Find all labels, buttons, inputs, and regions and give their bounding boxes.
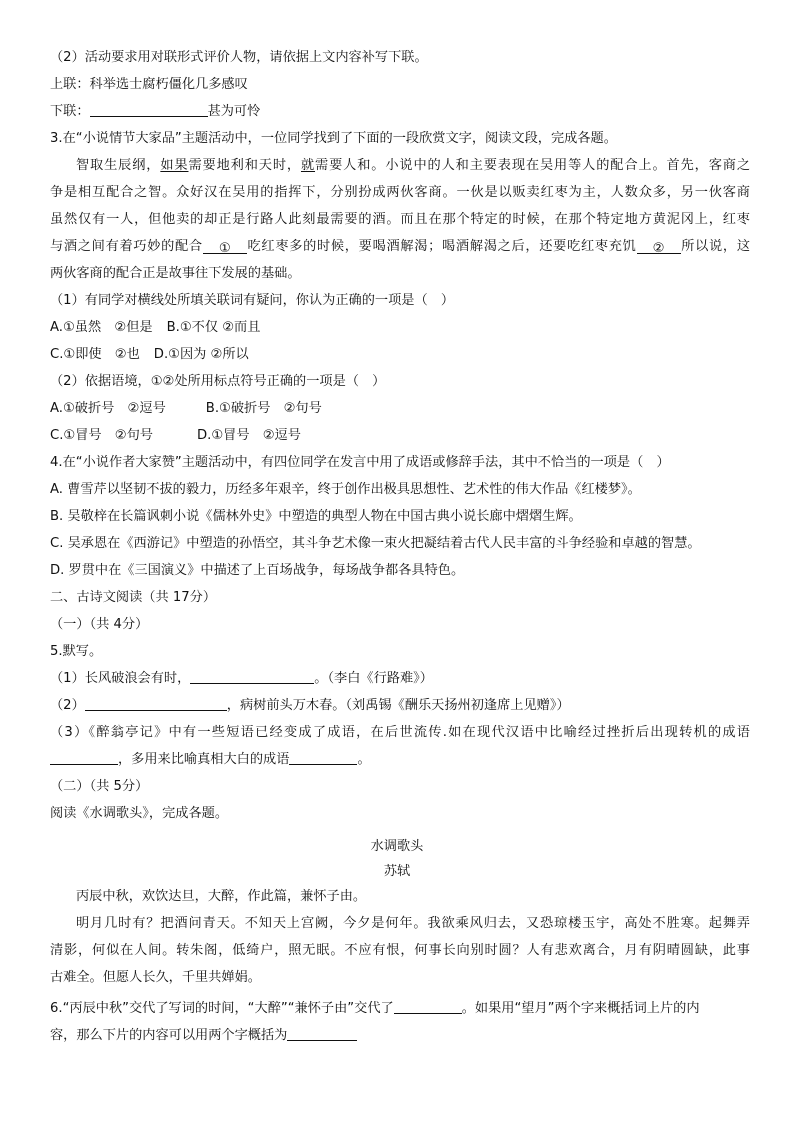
answer-blank[interactable] (394, 999, 462, 1014)
passage-line-2: 争是相互配合之智。众好汉在吴用的指挥下，分别扮成两伙客商。一伙是以贩卖红枣为主，人数众多，另一伙客商 (50, 185, 750, 200)
poem-line-3: 古难全。但愿人长久，千里共婵娟。 (50, 970, 261, 985)
passage-line-4: 与酒之间有着巧妙的配合 ① 吃红枣多的时候，要喝酒解渴；喝酒解渴之后，还要吃红枣充饥 ② 所以说，这 (50, 239, 751, 256)
q3-2-options-ab (50, 399, 750, 419)
passage-line-1: 智取生辰纲，如果需要地利和天时，就需要人和。小说中的人和主要表现在吴用等人的配合上。首先，客商之 (76, 158, 751, 173)
reading-instruction: 阅读《水调歌头》，完成各题。 (50, 806, 229, 821)
q5-item-2: （2） ，病树前头万木春。（刘禹锡《酬乐天扬州初逢席上见赠》） (50, 698, 570, 713)
q3-1-options-cd (50, 345, 750, 365)
option-d[interactable]: D.①冒号 ②逗号 (196, 428, 301, 443)
q2-prompt: （2）活动要求用对联形式评价人物，请依据上文内容补写下联。 (50, 50, 428, 65)
answer-blank[interactable] (289, 750, 357, 765)
blank-2[interactable]: ② (637, 239, 681, 254)
couplet-upper: 上联：科举选士腐朽僵化几多感叹 (50, 77, 248, 92)
q5-item-3-line-2: ，多用来比喻真相大白的成语 。 (50, 750, 750, 770)
answer-blank[interactable] (85, 696, 227, 711)
q4-option-c[interactable]: C. 吴承恩在《西游记》中塑造的孙悟空，其斗争艺术像一束火把凝结着古代人民丰富的斗争经验和卓越的智慧。 (50, 536, 701, 551)
poem-author: 苏轼 (383, 864, 411, 879)
subsection-2: （二）（共 5分） (50, 779, 149, 794)
blank-1[interactable]: ① (203, 239, 247, 254)
option-b[interactable]: B.①不仅 ②而且 (166, 320, 261, 335)
option-d[interactable]: D.①因为 ②所以 (153, 347, 249, 362)
q4-option-b[interactable]: B. 吴敬梓在长篇讽刺小说《儒林外史》中塑造的典型人物在中国古典小说长廊中熠熠生辉。 (50, 509, 582, 524)
q3-2-prompt: （2）依据语境，①②处所用标点符号正确的一项是（ ） (50, 374, 386, 389)
q5-item-3-line-1: （3）《醉翁亭记》中有一些短语已经变成了成语，在后世流传.如在现代汉语中比喻经过挫折后出现转机的成语 (50, 725, 750, 740)
passage-line-5: 两伙客商的配合正是故事往下发展的基础。 (50, 266, 301, 281)
q3-1-prompt: （1）有同学对横线处所填关联词有疑问，你认为正确的一项是（ ） (50, 293, 455, 308)
couplet-lower: 下联： 甚为可怜 (50, 104, 261, 119)
answer-blank[interactable] (90, 102, 208, 117)
q3-2-options-cd (50, 426, 750, 446)
question-6-line-2: 容，那么下片的内容可以用两个字概括为 (50, 1026, 750, 1046)
answer-blank[interactable] (190, 669, 314, 684)
subsection-1: （一）（共 4分） (50, 617, 149, 632)
question-4: 4.在“小说作者大家赞”主题活动中，有四位同学在发言中用了成语或修辞手法，其中不恰当的一项是（ ） (50, 455, 670, 470)
poem-line-2: 清影，何似在人间。转朱阁，低绮户，照无眠。不应有恨，何事长向别时圆？人有悲欢离合，月有阴晴圆缺，此事 (50, 943, 750, 958)
question-5: 5.默写。 (50, 644, 103, 659)
option-c[interactable]: C.①即使 ②也 (50, 347, 140, 362)
section-heading: 二、古诗文阅读（共 17分） (50, 590, 217, 605)
question-3: 3.在“小说情节大家品”主题活动中，一位同学找到了下面的一段欣赏文字，阅读文段，完成各题。 (50, 131, 617, 146)
option-a[interactable]: A.①虽然 ②但是 (50, 320, 153, 335)
q3-1-options-ab (50, 318, 750, 338)
answer-blank[interactable] (50, 750, 118, 765)
q4-option-d[interactable]: D. 罗贯中在《三国演义》中描述了上百场战争，每场战争都各具特色。 (50, 563, 465, 578)
option-b[interactable]: B.①破折号 ②句号 (205, 401, 322, 416)
option-a[interactable]: A.①破折号 ②逗号 (50, 401, 166, 416)
poem-line-1: 明月几时有？把酒问青天。不知天上宫阙，今夕是何年。我欲乘风归去，又恐琼楼玉宇，高处不胜寒。起舞弄 (76, 916, 750, 931)
q4-option-a[interactable]: A. 曹雪芹以坚韧不拔的毅力，历经多年艰辛，终于创作出极具思想性、艺术性的伟大作品《红楼梦》。 (50, 482, 641, 497)
poem-preface: 丙辰中秋，欢饮达旦，大醉，作此篇，兼怀子由。 (76, 889, 367, 904)
question-6-line-1: 6.“丙辰中秋”交代了写词的时间，“大醉”“兼怀子由”交代了 。如果用“望月”两个字来概括词上片的内 (50, 1001, 700, 1016)
poem-title: 水调歌头 (370, 839, 424, 854)
option-c[interactable]: C.①冒号 ②句号 (50, 428, 153, 443)
q5-item-1: （1）长风破浪会有时， 。（李白《行路难》） (50, 671, 433, 686)
answer-blank[interactable] (287, 1026, 357, 1041)
passage-line-3: 虽然仅有一人，但他卖的却正是行路人此刻最需要的酒。而且在那个特定的时候，在那个特定地方黄泥冈上，红枣 (50, 212, 750, 227)
